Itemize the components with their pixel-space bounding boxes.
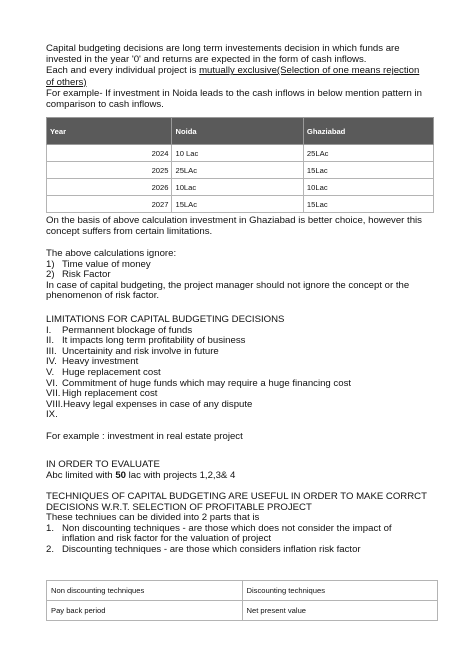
column-header-noida: Noida xyxy=(172,118,303,145)
year-cell: 2024 xyxy=(47,145,172,162)
column-header-year: Year xyxy=(47,118,172,145)
list-number: V. xyxy=(46,366,55,378)
list-number: 1. xyxy=(46,522,55,534)
ignores-section xyxy=(46,249,438,302)
limitations-section xyxy=(46,315,438,442)
list-item xyxy=(46,368,438,379)
list-number: II. xyxy=(46,335,54,347)
list-text: Risk Factor xyxy=(62,269,111,281)
list-text: Uncertainity and risk involve in future xyxy=(62,345,219,357)
of-others-text: of others) xyxy=(46,76,87,88)
list-text: Huge replacement cost xyxy=(62,366,161,378)
list-item xyxy=(46,545,438,556)
year-cell: 2025 xyxy=(47,162,172,179)
list-number: 1) xyxy=(46,258,55,270)
year-cell: 2026 xyxy=(47,179,172,196)
list-text: High replacement cost xyxy=(62,388,158,400)
conclusion-paragraph xyxy=(46,215,438,237)
noida-cell: 25LAc xyxy=(172,162,303,179)
list-text: Commitment of huge funds which may require a huge financing cost xyxy=(62,377,352,389)
techniques-heading-1: TECHNIQUES OF CAPITAL BUDGETING ARE USEFUL IN ORDER TO MAKE CORRCT xyxy=(46,491,427,502)
list-number: 2. xyxy=(46,543,55,555)
techniques-section xyxy=(46,492,438,556)
noida-cell: 15LAc xyxy=(172,196,303,213)
intro-line-5: For example- If investment in Noida leads to the cash inflows in below mention pattern in xyxy=(46,87,422,99)
list-text: Discounting techniques - are those which considers inflation risk factor xyxy=(62,543,361,555)
column-header-ghaziabad: Ghaziabad xyxy=(303,118,433,145)
year-cell: 2027 xyxy=(47,196,172,213)
noida-cell: 10 Lac xyxy=(172,145,303,162)
table-header-row xyxy=(47,118,434,145)
list-text: Heavy investment xyxy=(62,356,139,368)
ghaziabad-cell: 10Lac xyxy=(303,179,433,196)
table-row xyxy=(47,196,434,213)
ghaziabad-cell: 15Lac xyxy=(303,196,433,213)
intro-paragraph xyxy=(46,43,438,110)
mutually-exclusive-text: mutually exclusive(Selection of one means rejection xyxy=(199,65,420,77)
table-cell: Net present value xyxy=(242,601,438,621)
list-number: IV. xyxy=(46,356,57,368)
techniques-heading-2: DECISIONS W.R.T. SELECTION OF PROFITABLE PROJECT xyxy=(46,501,312,513)
limitations-example: For example : investment in real estate project xyxy=(46,430,243,442)
techniques-intro: These techniues can be divided into 2 parts that is xyxy=(46,512,260,524)
table-row xyxy=(47,145,434,162)
list-text-continuation: inflation and risk factor for the valuation of project xyxy=(62,533,272,545)
ignores-note-line-2: phenomenon of risk factor. xyxy=(46,290,160,302)
list-number: 2) xyxy=(46,269,55,281)
list-number: III. xyxy=(46,345,57,357)
noida-cell: 10Lac xyxy=(172,179,303,196)
table-row xyxy=(47,179,434,196)
techniques-table xyxy=(46,580,438,621)
list-text: It impacts long term profitability of business xyxy=(62,335,246,347)
evaluate-section xyxy=(46,460,438,481)
list-number: VIII. xyxy=(46,398,64,410)
intro-line-1: Capital budgeting decisions are long term investements decision in which funds are xyxy=(46,43,400,54)
list-text: Permannent blockage of funds xyxy=(62,324,193,336)
evaluate-line xyxy=(46,471,438,482)
intro-line-2: invested in the year '0' and returns are expected in the form of cash inflows. xyxy=(46,54,367,66)
ignores-heading: The above calculations ignore: xyxy=(46,248,177,259)
list-text: Non discounting techniques - are those which does not consider the impact of xyxy=(62,522,392,534)
ignores-note-line-1: In case of capital budgeting, the project manager should not ignore the concept or the xyxy=(46,279,410,291)
list-number: VII. xyxy=(46,388,61,400)
table-cell: Non discounting techniques xyxy=(47,581,243,601)
limitations-heading: LIMITATIONS FOR CAPITAL BUDGETING DECISIONS xyxy=(46,314,285,325)
table-row xyxy=(47,162,434,179)
list-number: IX. xyxy=(46,409,58,421)
intro-line-6: comparison to cash inflows. xyxy=(46,99,164,111)
list-text: Time value of money xyxy=(62,258,151,270)
table-row xyxy=(47,581,438,601)
conclusion-line-2: concept suffers from certain limitations. xyxy=(46,226,213,238)
list-number: VI. xyxy=(46,377,58,389)
table-cell: Pay back period xyxy=(47,601,243,621)
evaluate-amount: 50 xyxy=(115,469,126,481)
table-cell: Discounting techniques xyxy=(242,581,438,601)
list-text: Heavy legal expenses in case of any dispute xyxy=(63,398,253,410)
list-item xyxy=(46,400,438,411)
table-row xyxy=(47,601,438,621)
ghaziabad-cell: 25LAc xyxy=(303,145,433,162)
list-number: I. xyxy=(46,324,52,336)
cash-inflow-table xyxy=(46,117,434,213)
evaluate-suffix: lac with projects 1,2,3& 4 xyxy=(125,469,236,481)
ghaziabad-cell: 15Lac xyxy=(303,162,433,179)
list-item xyxy=(46,410,438,421)
conclusion-line-1: On the basis of above calculation investment in Ghaziabad is better choice, however this xyxy=(46,215,422,226)
evaluate-prefix: Abc limited with xyxy=(46,469,116,481)
intro-line-3-prefix: Each and every individual project is xyxy=(46,65,200,77)
evaluate-heading: IN ORDER TO EVALUATE xyxy=(46,459,160,470)
